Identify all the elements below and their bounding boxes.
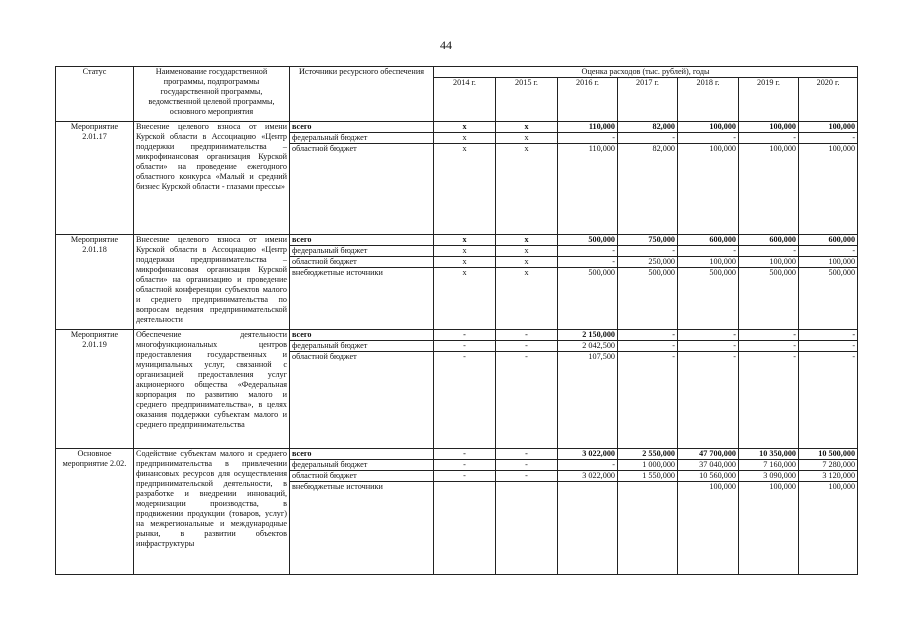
value-cell: - <box>739 341 799 352</box>
value-cell: - <box>434 352 496 449</box>
value-cell: 600,000 <box>678 235 739 246</box>
table-header <box>56 67 858 122</box>
header-year: 2019 г. <box>739 78 799 122</box>
value-cell: - <box>558 460 618 471</box>
value-cell: - <box>799 341 858 352</box>
value-cell: - <box>678 246 739 257</box>
header-year: 2016 г. <box>558 78 618 122</box>
value-cell: - <box>434 460 496 471</box>
value-cell: 7 160,000 <box>739 460 799 471</box>
value-cell: - <box>799 246 858 257</box>
value-cell: - <box>496 449 558 460</box>
page-number: 44 <box>440 38 452 52</box>
header-year: 2014 г. <box>434 78 496 122</box>
value-cell: 3 022,000 <box>558 449 618 460</box>
value-cell: 47 700,000 <box>678 449 739 460</box>
value-cell: х <box>496 268 558 330</box>
funding-source: внебюджетные источники <box>290 268 434 330</box>
row-status: Мероприятие 2.01.17 <box>56 122 134 235</box>
value-cell: 250,000 <box>618 257 678 268</box>
table-row <box>56 235 858 246</box>
value-cell: х <box>434 122 496 133</box>
header-sources: Источники ресурсного обеспечения <box>290 67 434 122</box>
value-cell: 82,000 <box>618 122 678 133</box>
header-year: 2018 г. <box>678 78 739 122</box>
row-name: Содействие субъектам малого и среднего предпринимательства в привлечении финансовых ресурсов для осуществления предпринимательской деятельности, в разработке и внедрении инноваций, модернизации производства, в продвижении продукции (товаров, услуг) на межрегиональные и международные рынки, в развитии объектов инфраструктуры <box>134 449 290 575</box>
value-cell: х <box>496 133 558 144</box>
value-cell: - <box>618 330 678 341</box>
value-cell: 100,000 <box>739 144 799 235</box>
value-cell: х <box>434 133 496 144</box>
value-cell: х <box>434 235 496 246</box>
value-cell <box>496 482 558 575</box>
value-cell: - <box>799 330 858 341</box>
value-cell: - <box>678 341 739 352</box>
row-status: Основное мероприятие 2.02. <box>56 449 134 575</box>
value-cell: 500,000 <box>558 235 618 246</box>
value-cell: 500,000 <box>678 268 739 330</box>
funding-source: областной бюджет <box>290 144 434 235</box>
funding-source: внебюджетные источники <box>290 482 434 575</box>
value-cell: - <box>558 246 618 257</box>
value-cell: 37 040,000 <box>678 460 739 471</box>
value-cell: 100,000 <box>799 122 858 133</box>
value-cell: 750,000 <box>618 235 678 246</box>
value-cell: - <box>496 330 558 341</box>
value-cell: - <box>678 133 739 144</box>
value-cell: - <box>496 352 558 449</box>
table-body <box>56 122 858 575</box>
value-cell: - <box>618 341 678 352</box>
value-cell: 500,000 <box>739 268 799 330</box>
header-year: 2020 г. <box>799 78 858 122</box>
value-cell: х <box>434 246 496 257</box>
value-cell: - <box>618 246 678 257</box>
value-cell: х <box>496 246 558 257</box>
value-cell: 100,000 <box>799 482 858 575</box>
value-cell: - <box>618 133 678 144</box>
value-cell: 7 280,000 <box>799 460 858 471</box>
value-cell: - <box>496 471 558 482</box>
value-cell: 100,000 <box>678 257 739 268</box>
value-cell <box>558 482 618 575</box>
funding-source: федеральный бюджет <box>290 341 434 352</box>
value-cell: - <box>739 133 799 144</box>
value-cell: х <box>434 257 496 268</box>
table-row <box>56 449 858 460</box>
value-cell: 3 120,000 <box>799 471 858 482</box>
row-status: Мероприятие 2.01.18 <box>56 235 134 330</box>
value-cell: 100,000 <box>739 482 799 575</box>
value-cell: - <box>558 257 618 268</box>
funding-source: федеральный бюджет <box>290 133 434 144</box>
row-name: Внесение целевого взноса от имени Курской области в Ассоциацию «Центр поддержки предпринимательства – микрофинансовая организация Курской области» на организацию и проведение областной конференции субъектов малого и среднего предпринимательства по вопросам ведения предпринимательской деятельности <box>134 235 290 330</box>
row-name: Обеспечение деятельности многофункциональных центров предоставления государственных и муниципальных услуг, связанной с организацией предоставления услуг акционерного общества «Федеральная корпорация по развитию малого и среднего предпринимательства», в целях оказания поддержки субъектам малого и среднего предпринимательства <box>134 330 290 449</box>
value-cell: 1 550,000 <box>618 471 678 482</box>
value-cell: - <box>678 330 739 341</box>
value-cell: - <box>496 460 558 471</box>
value-cell: 110,000 <box>558 122 618 133</box>
value-cell: 100,000 <box>678 144 739 235</box>
value-cell: - <box>434 330 496 341</box>
value-cell: - <box>678 352 739 449</box>
header-year: 2015 г. <box>496 78 558 122</box>
table-row <box>56 122 858 133</box>
value-cell: х <box>496 144 558 235</box>
value-cell: 10 500,000 <box>799 449 858 460</box>
value-cell: 10 350,000 <box>739 449 799 460</box>
table-row <box>56 330 858 341</box>
value-cell: 1 000,000 <box>618 460 678 471</box>
header-year: 2017 г. <box>618 78 678 122</box>
value-cell: 100,000 <box>739 257 799 268</box>
row-status: Мероприятие 2.01.19 <box>56 330 134 449</box>
funding-source: федеральный бюджет <box>290 460 434 471</box>
value-cell: - <box>496 341 558 352</box>
header-estimate: Оценка расходов (тыс. рублей), годы <box>434 67 858 78</box>
value-cell: 100,000 <box>799 144 858 235</box>
value-cell: 2 042,500 <box>558 341 618 352</box>
value-cell: - <box>739 352 799 449</box>
header-name: Наименование государственной программы, подпрограммы государственной программы, ведомственной целевой программы, основного мероприятия <box>134 67 290 122</box>
funding-source: областной бюджет <box>290 471 434 482</box>
header-status: Статус <box>56 67 134 122</box>
value-cell: - <box>739 330 799 341</box>
value-cell: 600,000 <box>739 235 799 246</box>
value-cell: 3 090,000 <box>739 471 799 482</box>
value-cell: - <box>739 246 799 257</box>
value-cell: 500,000 <box>618 268 678 330</box>
funding-source: всего <box>290 235 434 246</box>
budget-table <box>55 66 858 575</box>
value-cell: 107,500 <box>558 352 618 449</box>
value-cell: 3 022,000 <box>558 471 618 482</box>
row-name: Внесение целевого взноса от имени Курской области в Ассоциацию «Центр поддержки предпринимательства – микрофинансовая организация Курской области» на проведение ежегодного областного конкурса «Малый и средний бизнес Курской области - глазами прессы» <box>134 122 290 235</box>
value-cell: х <box>496 122 558 133</box>
value-cell: - <box>558 133 618 144</box>
value-cell <box>618 482 678 575</box>
value-cell: 100,000 <box>678 482 739 575</box>
value-cell: - <box>434 341 496 352</box>
value-cell: 2 150,000 <box>558 330 618 341</box>
value-cell <box>434 482 496 575</box>
funding-source: областной бюджет <box>290 352 434 449</box>
funding-source: федеральный бюджет <box>290 246 434 257</box>
funding-source: всего <box>290 330 434 341</box>
value-cell: х <box>434 144 496 235</box>
funding-source: областной бюджет <box>290 257 434 268</box>
value-cell: 82,000 <box>618 144 678 235</box>
value-cell: - <box>799 352 858 449</box>
funding-source: всего <box>290 449 434 460</box>
value-cell: х <box>434 268 496 330</box>
value-cell: 100,000 <box>739 122 799 133</box>
value-cell: х <box>496 257 558 268</box>
value-cell: 100,000 <box>799 257 858 268</box>
value-cell: 500,000 <box>799 268 858 330</box>
value-cell: - <box>434 449 496 460</box>
value-cell: - <box>799 133 858 144</box>
value-cell: 110,000 <box>558 144 618 235</box>
value-cell: 600,000 <box>799 235 858 246</box>
funding-source: всего <box>290 122 434 133</box>
value-cell: 500,000 <box>558 268 618 330</box>
value-cell: 2 550,000 <box>618 449 678 460</box>
value-cell: - <box>434 471 496 482</box>
value-cell: х <box>496 235 558 246</box>
value-cell: 100,000 <box>678 122 739 133</box>
value-cell: - <box>618 352 678 449</box>
value-cell: 10 560,000 <box>678 471 739 482</box>
